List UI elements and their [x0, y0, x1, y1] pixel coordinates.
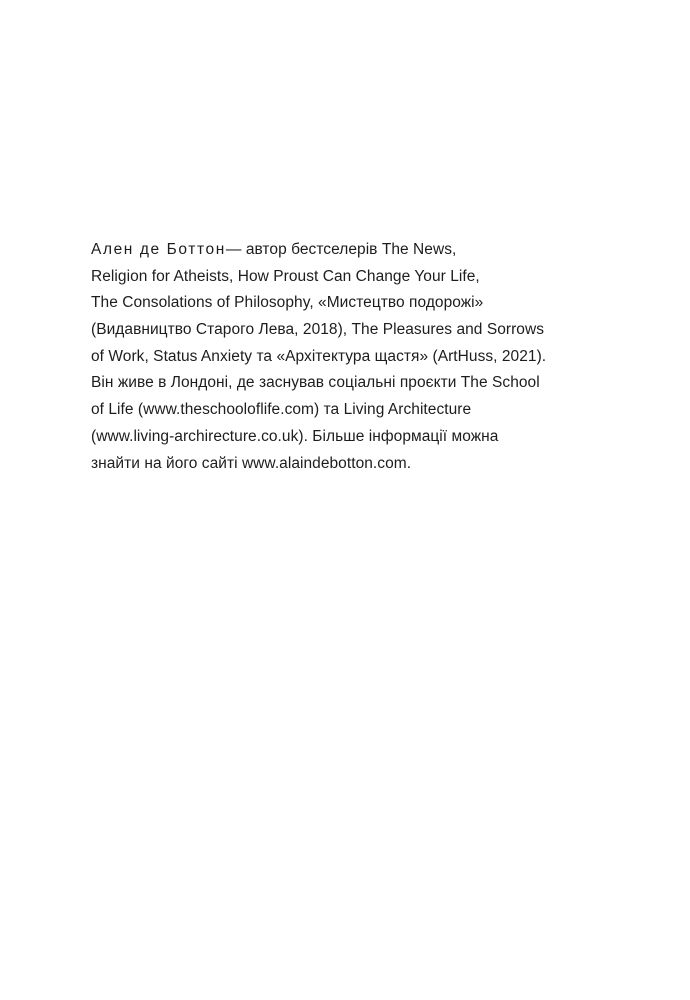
- bio-line: The Consolations of Philosophy, «Мистецтво подорожі»: [91, 294, 484, 312]
- bio-line: (www.living-archirecture.co.uk). Більше інформації можна: [91, 427, 499, 445]
- author-name: Ален де Боттон: [91, 241, 226, 258]
- bio-line-text: — автор бестселерів The News,: [225, 241, 457, 258]
- bio-line: [91, 237, 611, 264]
- bio-line: знайти на його сайті www.alaindebotton.com.: [91, 454, 412, 472]
- bio-line: of Work, Status Anxiety та «Архітектура щастя» (ArtHuss, 2021).: [91, 347, 547, 365]
- bio-line: Він живе в Лондоні, де заснував соціальні проєкти The School: [91, 374, 540, 392]
- bio-line: (Видавництво Старого Лева, 2018), The Pleasures and Sorrows: [91, 321, 545, 339]
- author-bio: [91, 237, 611, 477]
- bio-line: Religion for Atheists, How Proust Can Change Your Life,: [91, 267, 480, 285]
- bio-line: of Life (www.theschooloflife.com) та Living Architecture: [91, 401, 472, 419]
